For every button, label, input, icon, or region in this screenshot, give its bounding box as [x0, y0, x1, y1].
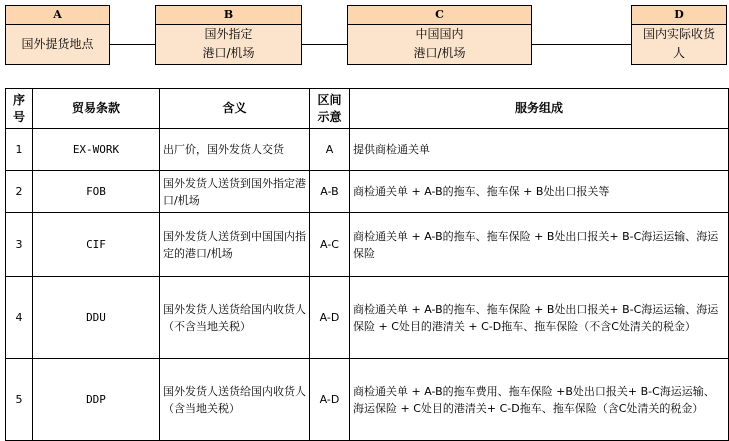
- cell-range: A: [310, 129, 350, 171]
- node-d-label: 国内实际收货 人: [642, 27, 715, 60]
- connector-b-c: [301, 44, 348, 45]
- node-b-letter: B: [156, 6, 301, 25]
- table-row: [6, 213, 729, 277]
- table-row: [6, 129, 729, 171]
- cell-meaning: 出厂价，国外发货人交货: [160, 129, 310, 171]
- node-c-letter: C: [348, 6, 531, 25]
- cell-no: 3: [6, 213, 33, 277]
- cell-meaning: 国外发货人送货到国外指定港口/机场: [160, 171, 310, 213]
- cell-no: 1: [6, 129, 33, 171]
- header-services: 服务组成: [350, 89, 729, 129]
- table-row: [6, 277, 729, 359]
- header-no: 序号: [6, 89, 33, 129]
- header-term: 贸易条款: [33, 89, 160, 129]
- cell-term: FOB: [33, 171, 160, 213]
- cell-range: A-D: [310, 277, 350, 359]
- connector-a-b: [109, 44, 156, 45]
- cell-services: 商检通关单 + A-B的拖车、拖车保险 + B处出口报关+ B-C海运运输、海运保险: [350, 213, 729, 277]
- cell-no: 2: [6, 171, 33, 213]
- node-a-letter: A: [6, 6, 109, 25]
- cell-meaning: 国外发货人送货到中国国内指定的港口/机场: [160, 213, 310, 277]
- cell-no: 5: [6, 359, 33, 441]
- cell-term: EX-WORK: [33, 129, 160, 171]
- cell-services: 商检通关单 + A-B的拖车、拖车保 + B处出口报关等: [350, 171, 729, 213]
- cell-no: 4: [6, 277, 33, 359]
- node-b: [155, 5, 302, 65]
- cell-services: 提供商检通关单: [350, 129, 729, 171]
- node-d: [631, 5, 727, 65]
- connector-c-d: [531, 44, 632, 45]
- node-a: [5, 5, 110, 65]
- cell-meaning: 国外发货人送货给国内收货人（含当地关税）: [160, 359, 310, 441]
- cell-term: DDP: [33, 359, 160, 441]
- node-c: [347, 5, 532, 65]
- table-row: [6, 171, 729, 213]
- header-range: 区间示意: [310, 89, 350, 129]
- cell-range: A-B: [310, 171, 350, 213]
- node-c-label: 中国国内 港口/机场: [413, 27, 466, 60]
- trade-terms-table: [5, 88, 729, 441]
- node-a-label: 国外提货地点: [21, 36, 94, 51]
- cell-range: A-D: [310, 359, 350, 441]
- cell-services: 商检通关单 + A-B的拖车费用、拖车保险 +B处出口报关+ B-C海运运输、海运保险 + C处目的港清关+ C-D拖车、拖车保险（含C处清关的税金）: [350, 359, 729, 441]
- cell-term: DDU: [33, 277, 160, 359]
- node-b-label: 国外指定 港口/机场: [202, 27, 255, 60]
- cell-term: CIF: [33, 213, 160, 277]
- cell-services: 商检通关单 + A-B的拖车、拖车保险 + B处出口报关+ B-C海运运输、海运保险 + C处目的港清关 + C-D拖车、拖车保险（不含C处清关的税金）: [350, 277, 729, 359]
- cell-range: A-C: [310, 213, 350, 277]
- cell-meaning: 国外发货人送货给国内收货人（不含当地关税）: [160, 277, 310, 359]
- node-d-letter: D: [632, 6, 726, 25]
- header-meaning: 含义: [160, 89, 310, 129]
- table-row: [6, 359, 729, 441]
- table-header-row: [6, 89, 729, 129]
